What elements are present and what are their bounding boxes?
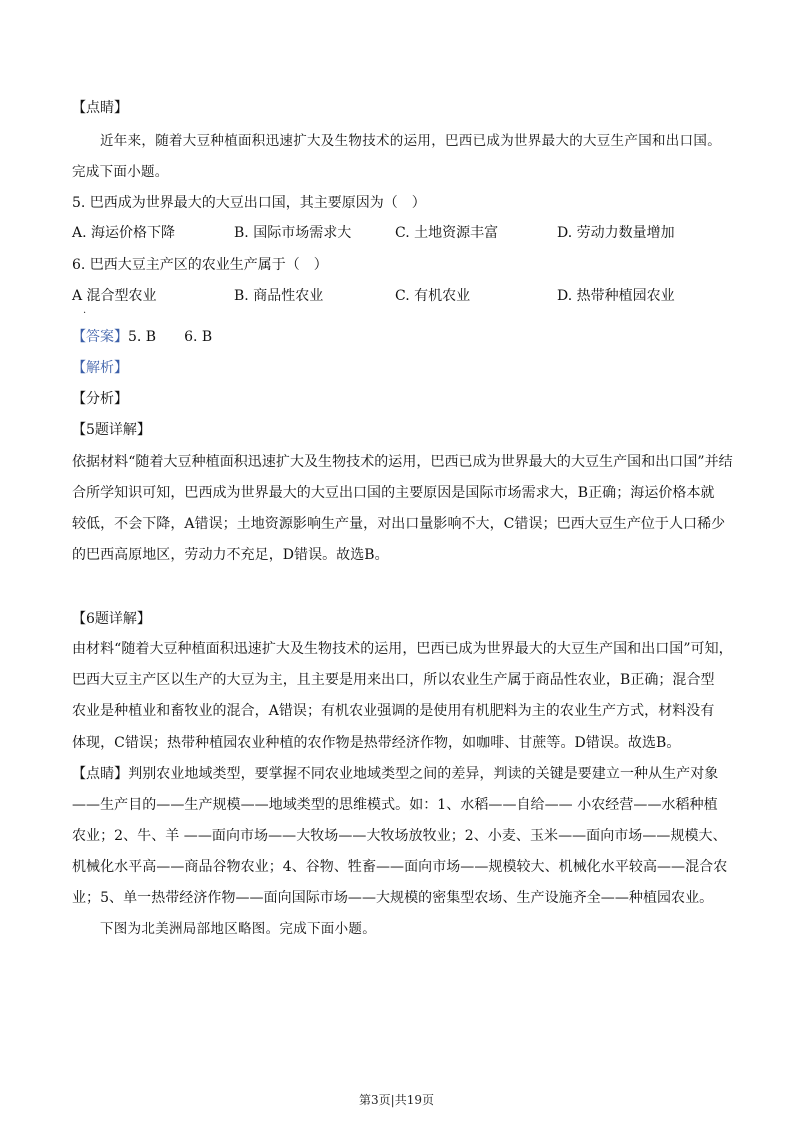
- q6-option-b: B. 商品性农业: [234, 288, 324, 304]
- answer-text: 5. B 6. B: [128, 329, 213, 345]
- page-footer: 第3页|共19页: [359, 1093, 434, 1107]
- q5-option-b: B. 国际市场需求大: [234, 225, 352, 241]
- q5-option-c: C. 土地资源丰富: [395, 225, 499, 241]
- detail-6-title: 【6题详解】: [72, 611, 151, 627]
- q5-option-a: A. 海运价格下降: [72, 225, 176, 241]
- q5-option-d: D. 劳动力数量增加: [557, 225, 675, 241]
- detail-6-line: 农业是种植业和畜牧业的混合，A错误；有机农业强调的是使用有机肥料为主的农业生产方式，材料没有: [72, 703, 715, 719]
- detail-5-line: 依据材料“随着大豆种植面积迅速扩大及生物技术的运用，巴西已成为世界最大的大豆生产国和出口国”并结: [72, 454, 733, 470]
- dianjing-line: 农业；2、牛、羊 ——面向市场——大牧场——大牧场放牧业；2、小麦、玉米——面向市场——规模大、: [72, 828, 727, 844]
- intro-text: 近年来，随着大豆种植面积迅速扩大及生物技术的运用，巴西已成为世界最大的大豆生产国和出口国。: [100, 133, 721, 149]
- detail-6-line: 由材料“随着大豆种植面积迅速扩大及生物技术的运用，巴西已成为世界最大的大豆生产国和出口国”可知，: [72, 641, 733, 657]
- detail-5-line: 合所学知识可知，巴西成为世界最大的大豆出口国的主要原因是国际市场需求大，B正确；海运价格本就: [72, 485, 715, 501]
- question-5-stem: 5. 巴西成为世界最大的大豆出口国，其主要原因为（ ）: [72, 195, 426, 211]
- q6-option-a: A 混合型农业: [72, 288, 157, 304]
- stray-mark: ·: [83, 308, 87, 319]
- q6-option-d: D. 热带种植园农业: [557, 288, 675, 304]
- dianjing-line: ——生产目的——生产规模——地域类型的思维模式。如：1、水稻——自给—— 小农经营——水稻种植: [72, 797, 718, 813]
- detail-5-line: 较低，不会下降，A错误；土地资源影响生产量，对出口量影响不大，C错误；巴西大豆生产位于人口稀少: [72, 516, 726, 532]
- answer-line: [72, 327, 212, 347]
- dianjing-line: 业；5、单一热带经济作物——面向国际市场——大规模的密集型农场、生产设施齐全——种植园农业。: [72, 890, 714, 906]
- q6-option-c: C. 有机农业: [395, 288, 471, 304]
- jiexi-header: 【解析】: [72, 360, 128, 376]
- detail-5-line: 的巴西高原地区，劳动力不充足，D错误。故选B。: [72, 547, 389, 563]
- fenxi-header: 【分析】: [72, 391, 128, 407]
- next-section-intro: 下图为北美洲局部地区略图。完成下面小题。: [100, 921, 376, 937]
- question-6-stem: 6. 巴西大豆主产区的农业生产属于（ ）: [72, 257, 328, 273]
- detail-5-title: 【5题详解】: [72, 422, 151, 438]
- answer-label: 【答案】: [72, 329, 128, 345]
- section-header-dianjing: 【点睛】: [72, 100, 128, 116]
- detail-6-line: 巴西大豆主产区以生产的大豆为主，且主要是用来出口，所以农业生产属于商品性农业，B正确；混合型: [72, 672, 715, 688]
- dianjing-line: 【点睛】判别农业地域类型，要掌握不同农业地域类型之间的差异，判读的关键是要建立一种从生产对象: [72, 766, 719, 782]
- detail-6-line: 体现，C错误；热带种植园农业种植的农作物是热带经济作物，如咖啡、甘蔗等。D错误。故选B。: [72, 735, 681, 751]
- intro-text-2: 完成下面小题。: [72, 164, 169, 180]
- dianjing-line: 机械化水平高——商品谷物农业；4、谷物、牲畜——面向市场——规模较大、机械化水平较高——混合农: [72, 859, 728, 875]
